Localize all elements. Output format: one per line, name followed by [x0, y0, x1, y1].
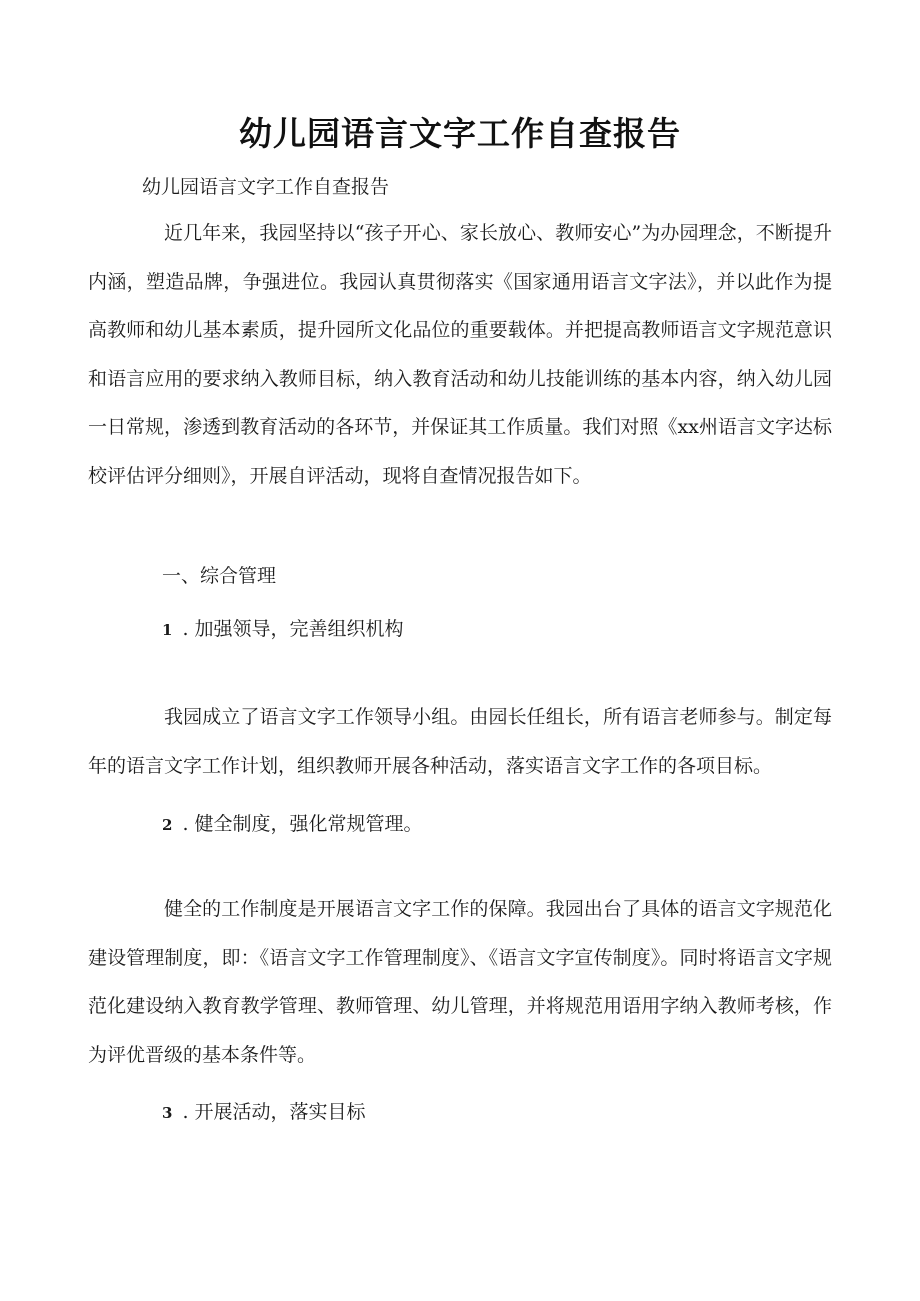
item-body-1: 我园成立了语言文字工作领导小组。由园长任组长，所有语言老师参与。制定每年的语言文字工作计划，组织教师开展各种活动，落实语言文字工作的各项目标。 — [88, 706, 832, 777]
item-body-2: 健全的工作制度是开展语言文字工作的保障。我园出台了具体的语言文字规范化建设管理制度，即：《语言文字工作管理制度》、《语言文字宣传制度》。同时将语言文字规范化建设纳入教育教学管理、教师管理、幼儿管理，并将规范用语用字纳入教师考核，作为评优晋级的基本条件等。 — [88, 898, 832, 1066]
document-subtitle: 幼儿园语言文字工作自查报告 — [142, 176, 390, 198]
item-number-3: 3 — [162, 1104, 173, 1122]
item-number-1: 1 — [162, 621, 173, 639]
item-heading-text-2: . 健全制度，强化常规管理。 — [182, 813, 423, 835]
intro-paragraph: 近几年来，我园坚持以“孩子开心、家长放心、教师安心”为办园理念，不断提升内涵，塑造品牌，争强进位。我园认真贯彻落实《国家通用语言文字法》，并以此作为提高教师和幼儿基本素质，提升园所文化品位的重要载体。并把提高教师语言文字规范意识和语言应用的要求纳入教师目标，纳入教育活动和幼儿技能训练的基本内容，纳入幼儿园一日常规，渗透到教育活动的各环节，并保证其工作质量。我们对照《xx州语言文字达标校评估评分细则》，开展自评活动，现将自查情况报告如下。 — [88, 222, 832, 487]
item-number-2: 2 — [162, 816, 173, 834]
item-heading-text-3: . 开展活动，落实目标 — [182, 1101, 366, 1123]
item-heading-3 — [162, 1097, 366, 1124]
item-heading-2 — [162, 809, 423, 836]
section-heading-1: 一、综合管理 — [162, 565, 277, 587]
item-heading-text-1: . 加强领导，完善组织机构 — [182, 618, 404, 640]
document-title: 幼儿园语言文字工作自查报告 — [239, 114, 681, 153]
item-heading-1 — [162, 614, 404, 641]
